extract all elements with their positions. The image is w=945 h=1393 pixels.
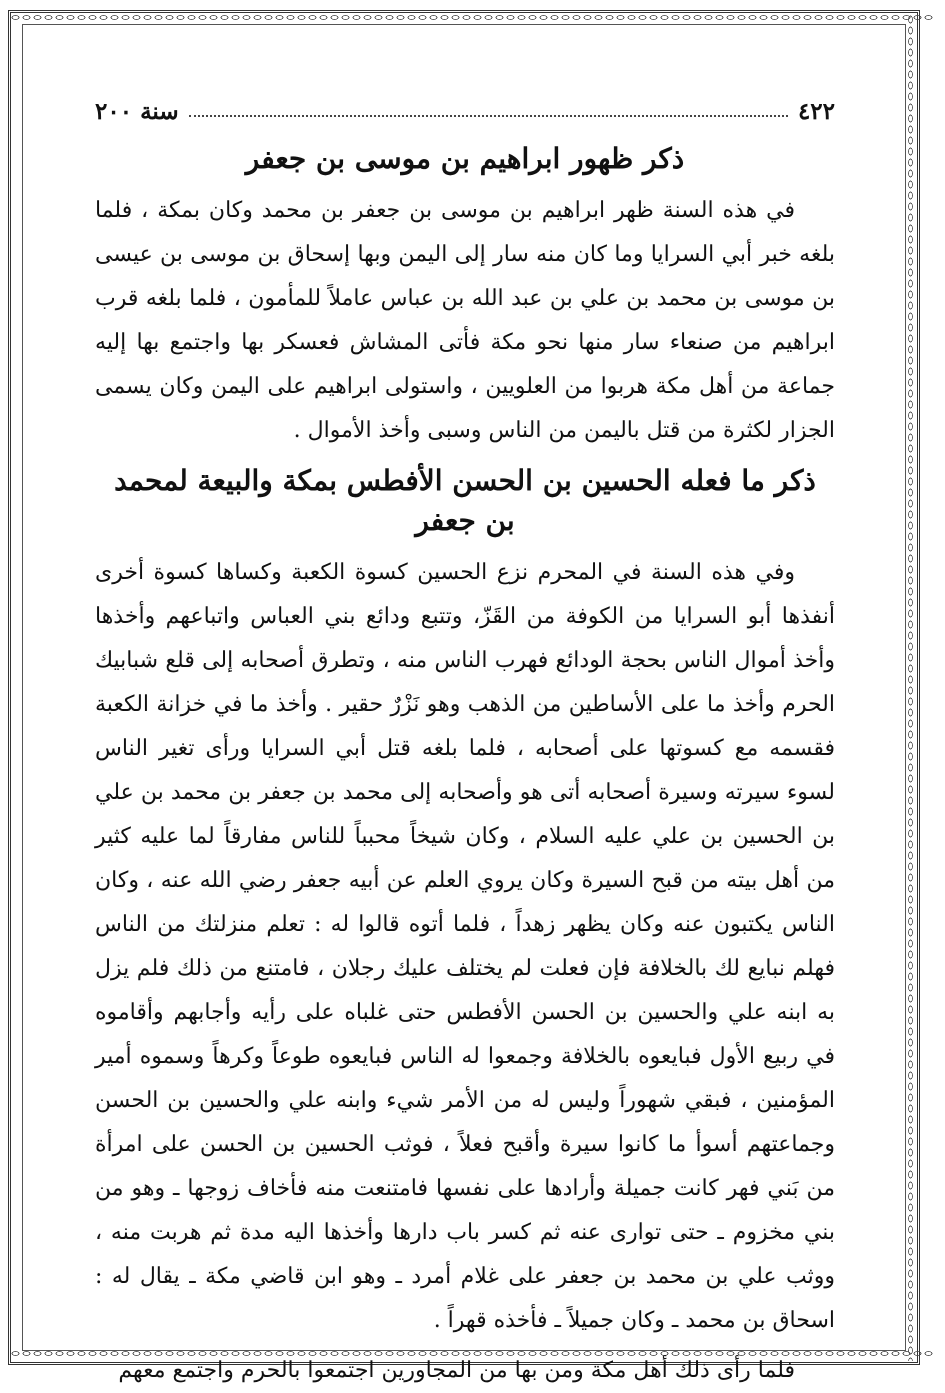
page-body bbox=[95, 85, 835, 1393]
page-number: ٤٢٢ bbox=[797, 98, 835, 125]
leader-dots bbox=[189, 115, 788, 117]
section-heading-ibrahim: ذكر ظهور ابراهيم بن موسى بن جعفر bbox=[245, 142, 685, 175]
running-head bbox=[95, 85, 835, 125]
paragraph: في هذه السنة ظهر ابراهيم بن موسى بن جعفر بن محمد وكان بمكة ، فلما بلغه خبر أبي السرايا وما كان منه سار إلى اليمن وبها إسحاق بن موسى بن عيسى بن موسى بن محمد بن علي بن عبد الله بن عباس عاملاً للمأمون ، فلما بلغه قرب ابراهيم من صنعاء سار منها نحو مكة فأتى المشاش فعسكر بها واجتمع بها إليه جماعة من أهل مكة هربوا من العلويين ، واستولى ابراهيم على اليمن وكان يسمى الجزار لكثرة من قتل باليمن من الناس وسبى وأخذ الأموال . bbox=[95, 198, 835, 443]
year-label: سنة ٢٠٠ bbox=[95, 98, 179, 125]
ornament-right bbox=[906, 14, 915, 1361]
paragraph: فلما رأى ذلك أهل مكة ومن بها من المجاورين اجتمعوا بالحرم واجتمع معهم bbox=[118, 1358, 795, 1383]
paragraph: وفي هذه السنة في المحرم نزع الحسين كسوة الكعبة وكساها كسوة أخرى أنفذها أبو السرايا من الكوفة من القَزّ، وتتبع ودائع بني العباس واتباعهم وأخذها وأخذ أموال الناس بحجة الودائع فهرب الناس منه ، وتطرق أصحابه إلى قلع شبابيك الحرم وأخذ ما على الأساطين من الذهب وهو نَزْرٌ حقير . وأخذ ما في خزانة الكعبة فقسمه مع كسوتها على أصحابه ، فلما بلغه قتل أبي السرايا ورأى تغير الناس لسوء سيرته وسيرة أصحابه أتى هو وأصحابه إلى محمد بن جعفر بن محمد بن علي بن الحسين بن علي عليه السلام ، وكان شيخاً محبباً للناس مفارقاً لما عليه كثير من أهل بيته من قبح السيرة وكان يروي العلم عن أبيه جعفر رضي الله عنه ، وكان الناس يكتبون عنه وكان يظهر زهداً ، فلما أتوه قالوا له : تعلم منزلتك من الناس فهلم نبايع لك بالخلافة فإن فعلت لم يختلف عليك رجلان ، فامتنع من ذلك فلم يزل به ابنه علي والحسين بن الحسن الأفطس حتى غلباه على رأيه وأجابهم وأقاموه في ربيع الأول فبايعوه بالخلافة وجمعوا له الناس فبايعوه طوعاً وكرهاً وسموه أمير المؤمنين ، فبقي شهوراً وليس له من الأمر شيء وابنه علي والحسين بن الحسن وجماعتهم أسوأ ما كانوا سيرة وأقبح فعلاً ، فوثب الحسين بن الحسن على امرأة من بَني فهر كانت جميلة وأرادها على نفسها فامتنعت منه فأخاف زوجها ـ وهو من بني مخزوم ـ حتى توارى عنه ثم كسر باب دارها وأخذها اليه مدة ثم هربت منه ، ووثب علي بن محمد بن جعفر على غلام أمرد ـ وهو ابن قاضي مكة ـ يقال له : اسحاق بن محمد ـ وكان جميلاً ـ فأخذه قهراً . bbox=[95, 560, 835, 1333]
section-heading-husayn: ذكر ما فعله الحسين بن الحسن الأفطس بمكة والبيعة لمحمد بن جعفر bbox=[114, 464, 816, 537]
ornament-top bbox=[10, 13, 935, 22]
